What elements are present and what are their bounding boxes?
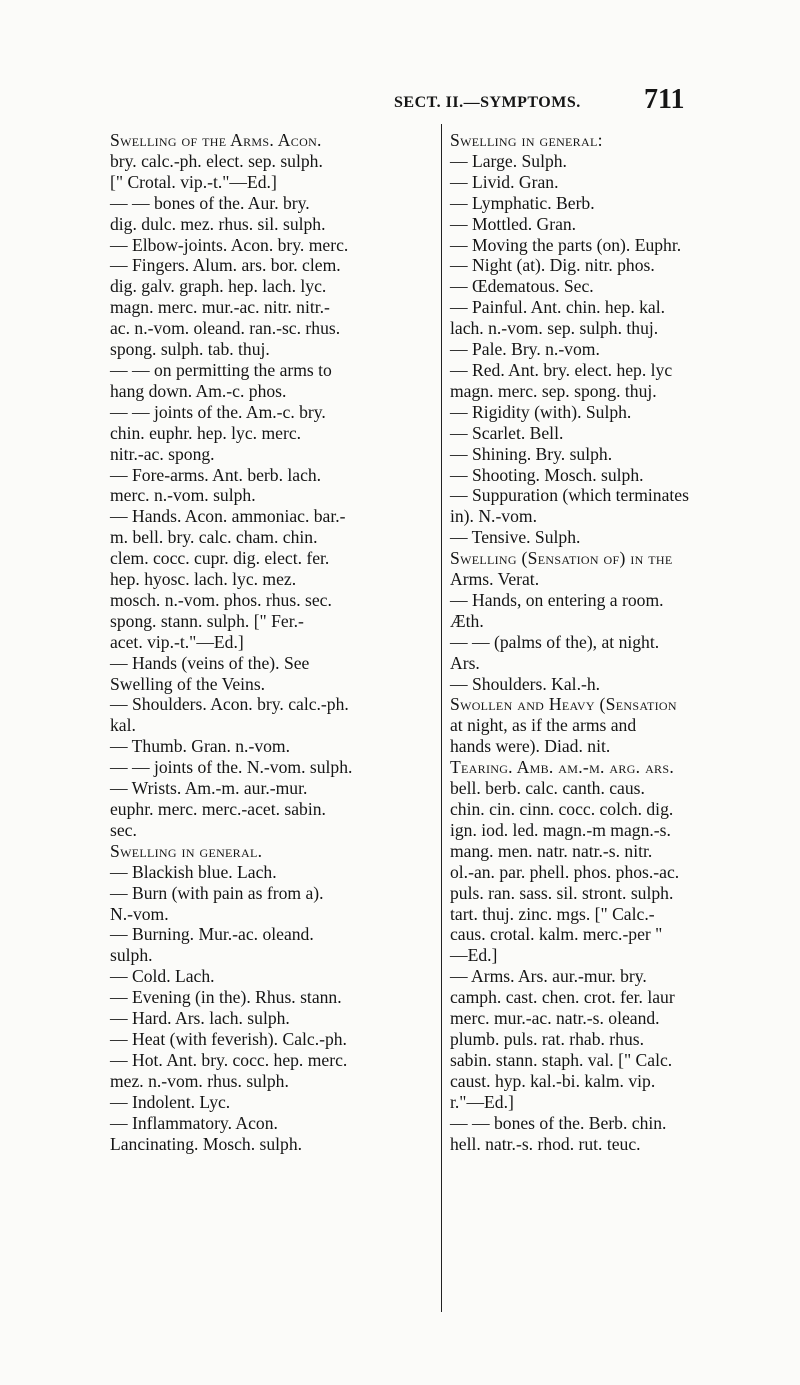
text-line: chin. cin. cinn. cocc. colch. dig. — [450, 799, 674, 819]
text-line: hang down. Am.-c. phos. — [110, 380, 287, 401]
text-line: m. bell. bry. calc. cham. chin. — [110, 527, 318, 548]
text-line: — Heat (with feverish). Calc.-ph. — [110, 1028, 347, 1049]
right-column — [450, 130, 780, 1154]
text-line: caus. crotal. kalm. merc.-per " — [450, 924, 663, 945]
text-line: — Fore-arms. Ant. berb. lach. — [110, 464, 322, 485]
text-line: euphr. merc. merc.-acet. sabin. — [110, 799, 326, 819]
text-line: Swelling in general. — [110, 840, 263, 861]
text-line: — — on permitting the arms to — [110, 359, 332, 380]
text-line: — Scarlet. Bell. — [450, 422, 564, 443]
text-line: — Red. Ant. bry. elect. hep. lyc — [450, 359, 673, 380]
text-line: — Painful. Ant. chin. hep. kal. — [450, 297, 666, 318]
text-line: magn. merc. sep. spong. thuj. — [450, 380, 657, 401]
text-line: — Hands. Acon. ammoniac. bar.- — [110, 506, 346, 527]
text-line: — Night (at). Dig. nitr. phos. — [450, 255, 655, 276]
text-line: — Shining. Bry. sulph. — [450, 443, 613, 464]
text-line: Swelling in general: — [450, 130, 603, 150]
text-line: dig. dulc. mez. rhus. sil. sulph. — [110, 213, 326, 234]
text-line: — Arms. Ars. aur.-mur. bry. — [450, 966, 647, 987]
text-line: spong. stann. sulph. [" Fer.- — [110, 610, 304, 631]
text-line: in). N.-vom. — [450, 506, 537, 527]
text-line: mosch. n.-vom. phos. rhus. sec. — [110, 589, 332, 610]
text-line: — Burn (with pain as from a). — [110, 882, 324, 903]
text-line: — Hot. Ant. bry. cocc. hep. merc. — [110, 1049, 348, 1070]
text-line: Æth. — [450, 610, 484, 631]
text-line: Ars. — [450, 652, 480, 673]
text-line: sabin. stann. staph. val. [" Calc. — [450, 1049, 673, 1070]
text-line: — Rigidity (with). Sulph. — [450, 401, 632, 422]
text-line: merc. mur.-ac. natr.-s. oleand. — [450, 1008, 660, 1029]
page-number: 711 — [644, 84, 685, 115]
text-line: bry. calc.-ph. elect. sep. sulph. — [110, 150, 323, 171]
text-line: merc. n.-vom. sulph. — [110, 485, 256, 506]
text-line: — Lymphatic. Berb. — [450, 192, 595, 213]
text-line: Swollen and Heavy (Sensation — [450, 694, 677, 715]
text-line: — Mottled. Gran. — [450, 213, 577, 234]
text-line: Swelling of the Arms. Acon. — [110, 130, 322, 150]
text-line: — Hard. Ars. lach. sulph. — [110, 1008, 290, 1029]
running-head: SECT. II.—SYMPTOMS. — [394, 94, 581, 111]
text-line: — Burning. Mur.-ac. oleand. — [110, 924, 314, 945]
text-line: — Fingers. Alum. ars. bor. clem. — [110, 255, 341, 276]
text-line: ac. n.-vom. oleand. ran.-sc. rhus. — [110, 318, 341, 339]
text-line: caust. hyp. kal.-bi. kalm. vip. — [450, 1070, 656, 1091]
text-line: Swelling of the Veins. — [110, 673, 266, 694]
text-line: plumb. puls. rat. rhab. rhus. — [450, 1028, 644, 1049]
text-line: — Wrists. Am.-m. aur.-mur. — [110, 778, 308, 799]
text-line: kal. — [110, 715, 136, 736]
text-line: — Pale. Bry. n.-vom. — [450, 339, 600, 360]
text-line: — Evening (in the). Rhus. stann. — [110, 987, 342, 1008]
text-line: — Inflammatory. Acon. — [110, 1112, 278, 1133]
text-line: Swelling (Sensation of) in the — [450, 548, 673, 569]
text-line: — Hands (veins of the). See — [110, 652, 310, 673]
text-line: — Tensive. Sulph. — [450, 527, 581, 548]
text-line: at night, as if the arms and — [450, 715, 637, 736]
text-line: — Shoulders. Kal.-h. — [450, 673, 601, 694]
text-line: hell. natr.-s. rhod. rut. teuc. — [450, 1133, 641, 1154]
text-line: hands were). Diad. nit. — [450, 736, 611, 757]
text-line: lach. n.-vom. sep. sulph. thuj. — [450, 318, 659, 339]
left-column — [110, 130, 440, 1154]
text-line: — Œdematous. Sec. — [450, 276, 594, 297]
text-line: magn. merc. mur.-ac. nitr. nitr.- — [110, 297, 330, 318]
text-line: — Hands, on entering a room. — [450, 589, 664, 610]
text-line: — Indolent. Lyc. — [110, 1091, 231, 1112]
text-line: — — bones of the. Aur. bry. — [110, 192, 310, 213]
text-line: mang. men. natr. natr.-s. nitr. — [450, 840, 653, 861]
text-line: sec. — [110, 819, 137, 840]
text-line: — — joints of the. Am.-c. bry. — [110, 401, 326, 422]
text-line: — — joints of the. N.-vom. sulph. — [110, 757, 353, 778]
text-line: acet. vip.-t."—Ed.] — [110, 631, 244, 652]
text-line: spong. sulph. tab. thuj. — [110, 339, 270, 360]
text-line: nitr.-ac. spong. — [110, 443, 215, 464]
text-line: — Moving the parts (on). Euphr. — [450, 234, 682, 255]
text-line: — Livid. Gran. — [450, 171, 559, 192]
text-line: — — (palms of the), at night. — [450, 631, 660, 652]
text-line: — Shooting. Mosch. sulph. — [450, 464, 644, 485]
text-line: — Blackish blue. Lach. — [110, 861, 277, 882]
text-line: — Large. Sulph. — [450, 150, 567, 171]
text-line: tart. thuj. zinc. mgs. [" Calc.- — [450, 903, 655, 924]
text-line: puls. ran. sass. sil. stront. sulph. — [450, 882, 674, 903]
page-header — [0, 84, 800, 118]
text-line: —Ed.] — [450, 945, 498, 966]
text-line: — Cold. Lach. — [110, 966, 215, 987]
text-line: — Shoulders. Acon. bry. calc.-ph. — [110, 694, 349, 715]
text-line: Arms. Verat. — [450, 569, 540, 590]
text-line: r."—Ed.] — [450, 1091, 514, 1112]
text-line: N.-vom. — [110, 903, 169, 924]
text-line: sulph. — [110, 945, 153, 966]
text-line: — Suppuration (which terminates — [450, 485, 689, 506]
text-line: ign. iod. led. magn.-m magn.-s. — [450, 819, 671, 840]
text-line: — Thumb. Gran. n.-vom. — [110, 736, 290, 757]
text-line: ol.-an. par. phell. phos. phos.-ac. — [450, 861, 680, 882]
text-line: — Elbow-joints. Acon. bry. merc. — [110, 234, 349, 255]
text-line: chin. euphr. hep. lyc. merc. — [110, 422, 302, 443]
column-divider — [441, 124, 442, 1312]
text-line: Tearing. Amb. am.-m. arg. ars. — [450, 757, 675, 778]
text-line: [" Crotal. vip.-t."—Ed.] — [110, 171, 277, 192]
text-line: Lancinating. Mosch. sulph. — [110, 1133, 303, 1154]
text-line: bell. berb. calc. canth. caus. — [450, 778, 645, 799]
text-line: — — bones of the. Berb. chin. — [450, 1112, 667, 1133]
text-line: clem. cocc. cupr. dig. elect. fer. — [110, 548, 330, 569]
text-line: mez. n.-vom. rhus. sulph. — [110, 1070, 289, 1091]
text-line: hep. hyosc. lach. lyc. mez. — [110, 569, 297, 590]
text-line: camph. cast. chen. crot. fer. laur — [450, 987, 675, 1008]
text-line: dig. galv. graph. hep. lach. lyc. — [110, 276, 327, 297]
